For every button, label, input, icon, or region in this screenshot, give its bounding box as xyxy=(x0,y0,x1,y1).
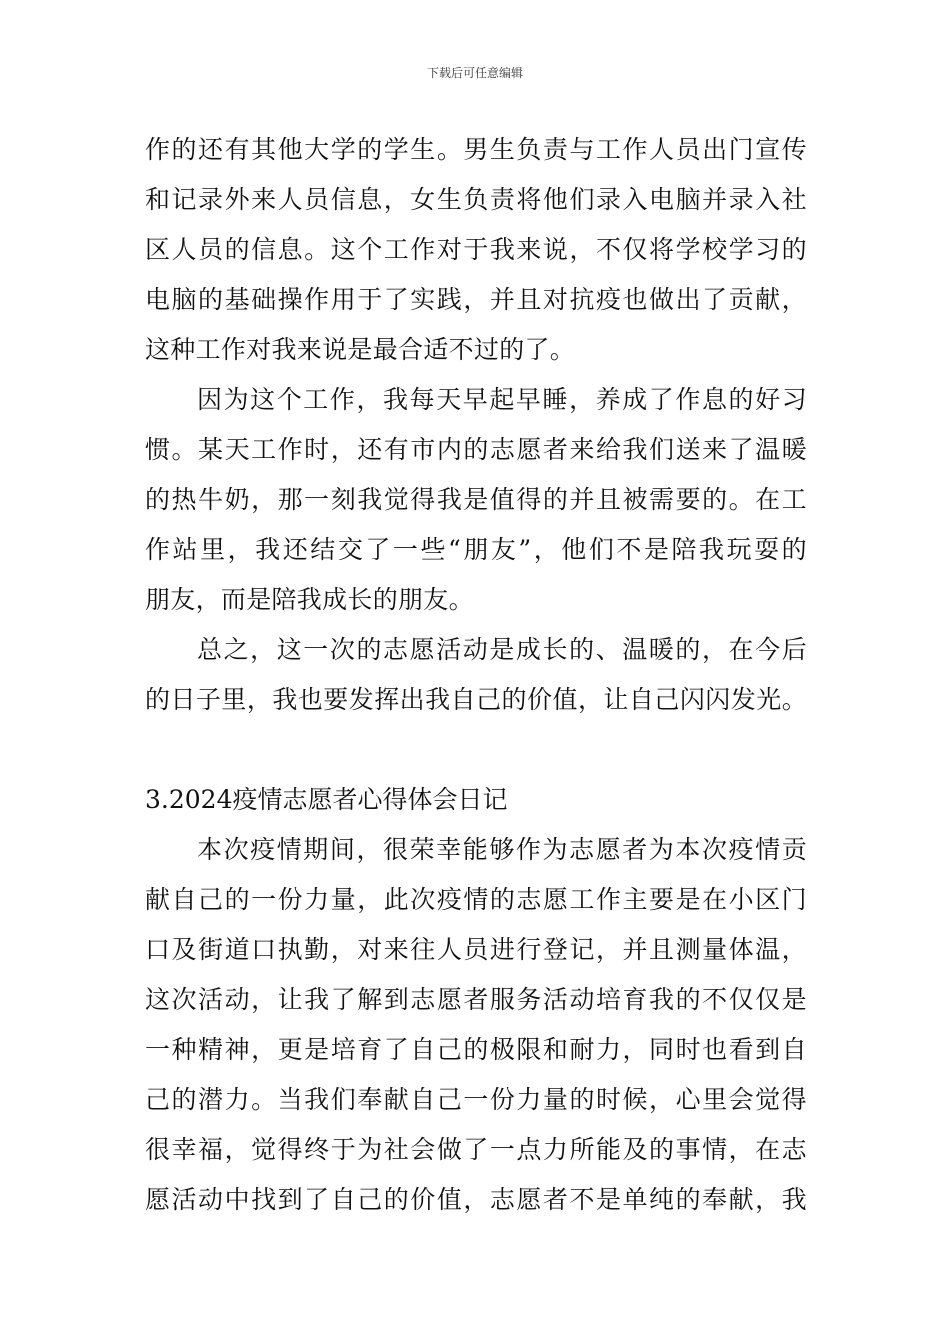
section-gap xyxy=(145,725,807,775)
paragraph xyxy=(145,375,807,625)
paragraph xyxy=(145,825,807,1225)
text-line: 电脑的基础操作用于了实践，并且对抗疫也做出了贡献， xyxy=(145,285,807,314)
paragraph xyxy=(145,625,807,725)
text-line: 朋友，而是陪我成长的朋友。 xyxy=(145,585,474,614)
text-line: 己的潜力。当我们奉献自己一份力量的时候，心里会觉得 xyxy=(145,1085,807,1114)
text-line: 本次疫情期间，很荣幸能够作为志愿者为本次疫情贡 xyxy=(197,835,807,864)
text-line: 区人员的信息。这个工作对于我来说，不仅将学校学习的 xyxy=(145,235,807,264)
text-line: 很幸福，觉得终于为社会做了一点力所能及的事情，在志 xyxy=(145,1135,807,1164)
section-heading: 3.2024疫情志愿者心得体会日记 xyxy=(145,785,508,814)
text-line: 作的还有其他大学的学生。男生负责与工作人员出门宣传 xyxy=(145,135,807,164)
text-line: 一种精神，更是培育了自己的极限和耐力，同时也看到自 xyxy=(145,1035,807,1064)
document-body xyxy=(145,125,807,1225)
text-line: 和记录外来人员信息，女生负责将他们录入电脑并录入社 xyxy=(145,185,807,214)
text-line: 作站里，我还结交了一些“朋友”，他们不是陪我玩耍的 xyxy=(145,535,807,564)
text-line: 愿活动中找到了自己的价值，志愿者不是单纯的奉献，我 xyxy=(145,1185,807,1214)
text-line: 口及街道口执勤，对来往人员进行登记，并且测量体温， xyxy=(145,935,807,964)
text-line: 总之，这一次的志愿活动是成长的、温暖的，在今后 xyxy=(197,635,807,664)
text-line: 惯。某天工作时，还有市内的志愿者来给我们送来了温暖 xyxy=(145,435,807,464)
page-header: 下载后可任意编辑 xyxy=(426,66,523,80)
text-line: 的热牛奶，那一刻我觉得我是值得的并且被需要的。在工 xyxy=(145,485,807,514)
text-line: 因为这个工作，我每天早起早睡，养成了作息的好习 xyxy=(197,385,807,414)
text-line: 这种工作对我来说是最合适不过的了。 xyxy=(145,335,576,364)
paragraph xyxy=(145,125,807,375)
text-line: 的日子里，我也要发挥出我自己的价值，让自己闪闪发光。 xyxy=(145,685,807,714)
text-line: 这次活动，让我了解到志愿者服务活动培育我的不仅仅是 xyxy=(145,985,807,1014)
text-line: 献自己的一份力量，此次疫情的志愿工作主要是在小区门 xyxy=(145,885,807,914)
